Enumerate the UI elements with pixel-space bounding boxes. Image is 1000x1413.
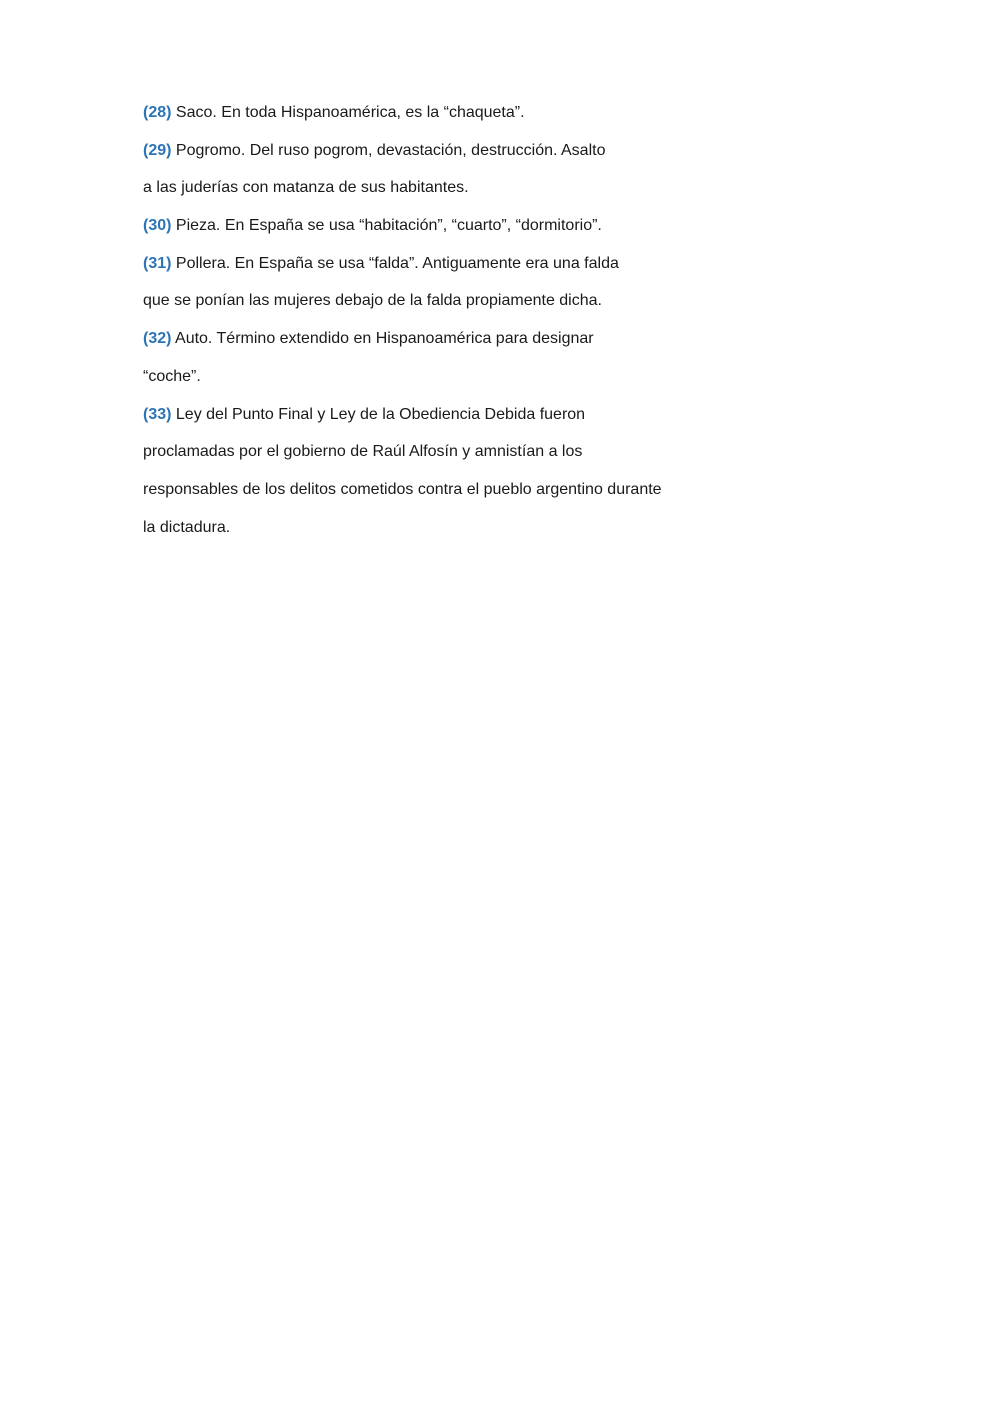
footnote-text: Pieza. En España se usa “habitación”, “cuarto”, “dormitorio”. [175,217,602,235]
footnote-29-line-1 [143,132,743,170]
footnote-text: “coche”. [143,367,201,385]
footnotes-list [143,94,743,546]
footnote-text: la dictadura. [143,518,231,536]
footnote-text: Auto. Término extendido en Hispanoamérica para designar [175,330,594,348]
footnote-number: (33) [143,405,172,423]
footnote-number: (30) [143,217,172,235]
footnote-text: Pogromo. Del ruso pogrom, devastación, destrucción. Asalto [175,141,606,159]
footnote-31-line-2 [143,282,743,320]
footnote-28-line-1 [143,94,743,132]
footnote-text: que se ponían las mujeres debajo de la falda propiamente dicha. [143,292,602,310]
footnote-text: Ley del Punto Final y Ley de la Obediencia Debida fueron [175,405,586,423]
footnote-number: (29) [143,141,172,159]
footnote-text: a las juderías con matanza de sus habitantes. [143,179,469,197]
footnote-32-line-1 [143,320,743,358]
footnote-29-line-2 [143,169,743,207]
footnote-33-line-4 [143,509,743,547]
footnote-text: responsables de los delitos cometidos contra el pueblo argentino durante [143,480,662,498]
footnote-text: Saco. En toda Hispanoamérica, es la “chaqueta”. [175,104,525,121]
footnote-number: (28) [143,104,172,121]
footnote-text: proclamadas por el gobierno de Raúl Alfosín y amnistían a los [143,443,583,461]
footnote-number: (32) [143,330,172,348]
footnote-33-line-2 [143,433,743,471]
footnote-32-line-2 [143,358,743,396]
footnote-30-line-1 [143,207,743,245]
footnote-text: Pollera. En España se usa “falda”. Antiguamente era una falda [175,254,619,272]
footnote-number: (31) [143,254,172,272]
footnote-33-line-3 [143,471,743,509]
footnote-33-line-1 [143,396,743,434]
footnote-31-line-1 [143,245,743,283]
